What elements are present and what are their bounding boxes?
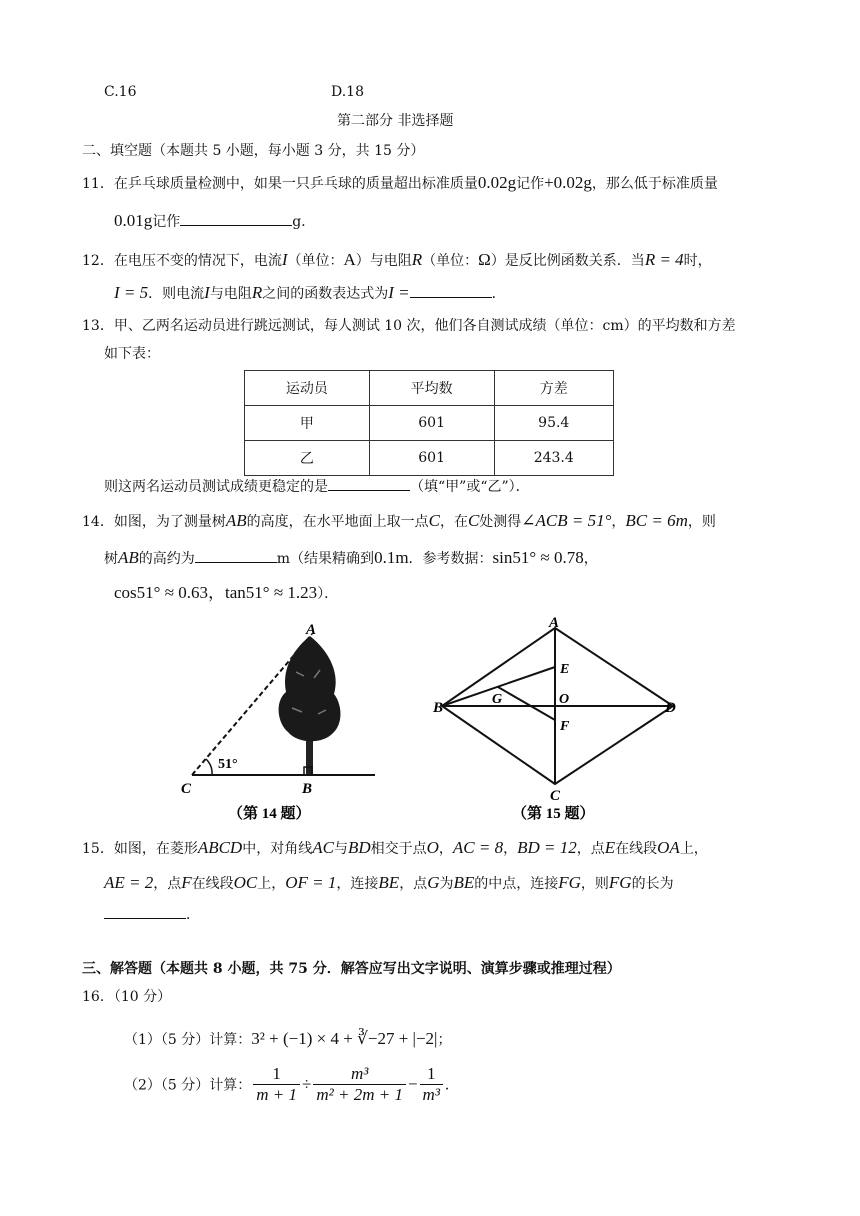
q14-text: 树	[104, 551, 118, 567]
q14-c: C	[428, 511, 440, 530]
q12-text: ．	[491, 286, 506, 302]
question-13-line2: 如下表：	[104, 346, 160, 362]
q15-text: ，点	[399, 876, 428, 892]
q15-text: 如图，在菱形	[113, 841, 198, 857]
section2-heading: 二、填空题（本题共 5 小题，每小题 3 分，共 15 分）	[82, 143, 425, 159]
q15-math: AE = 2	[104, 873, 154, 892]
table-row	[245, 406, 614, 441]
q14-text: m（结果精确到	[276, 551, 375, 567]
question-13-after	[104, 476, 530, 496]
q14-c: C	[467, 511, 480, 530]
q15-text: 的中点，连接	[474, 876, 559, 892]
q15-text: 与	[333, 841, 348, 857]
q12-text: （单位：	[287, 253, 344, 269]
q15-text: 相交于点	[370, 841, 427, 857]
question-16-header	[82, 986, 171, 1006]
q15-text: 在线段	[615, 841, 658, 857]
q14-text: ，	[583, 551, 598, 567]
q16-score: （10 分）	[113, 989, 172, 1005]
q15-text: 为	[439, 876, 454, 892]
q13-text: （填“甲”或“乙”）．	[410, 479, 530, 495]
q11-text: 记作	[516, 176, 545, 192]
q15-text: ．	[186, 907, 200, 923]
q15-math: BD	[347, 838, 371, 857]
q14-text: ，在	[439, 514, 468, 530]
q15-math: E	[604, 838, 616, 857]
q14-text: 的高度，在水平地面上取一点	[246, 514, 429, 530]
fraction-3	[420, 1064, 443, 1105]
q16-text: ．	[444, 1077, 459, 1094]
segment-gf	[498, 687, 555, 720]
question-14-line1	[82, 510, 716, 533]
label-b: B	[302, 781, 313, 797]
label-a: A	[306, 622, 317, 638]
fraction-numerator: 1	[420, 1064, 443, 1085]
question-11-line2	[114, 210, 315, 233]
table-header: 方差	[494, 371, 614, 406]
label-c: C	[181, 781, 192, 797]
q15-text: 上，	[679, 841, 708, 857]
question-11-line1	[82, 172, 718, 195]
fraction-denominator: m + 1	[256, 1085, 298, 1104]
tree-icon	[279, 636, 341, 775]
part2-title: 第二部分 非选择题	[337, 113, 454, 129]
fraction-denominator: m³	[422, 1085, 440, 1104]
q15-math: FG	[558, 873, 581, 892]
label-c: C	[550, 788, 561, 804]
q15-math: O	[426, 838, 439, 857]
table-row	[245, 441, 614, 476]
q11-number: 11．	[82, 176, 114, 192]
q14-accuracy: 0.1m	[374, 548, 409, 567]
q14-text: 的高约为	[138, 551, 195, 567]
table-cell: 601	[369, 406, 494, 441]
q14-ab: AB	[118, 548, 139, 567]
q14-text: ．参考数据：	[408, 551, 493, 567]
q15-text: ，	[438, 841, 453, 857]
q12-text: ．则电流	[148, 286, 205, 302]
table-header: 平均数	[369, 371, 494, 406]
q16-part1-expression: 3² + (−1) × 4 + ∛−27 + |−2|	[251, 1029, 438, 1048]
q16-number: 16．	[82, 989, 114, 1005]
q11-math-standard: 0.02g	[477, 173, 517, 192]
q15-math: BE	[453, 873, 475, 892]
label-o: O	[559, 692, 570, 707]
label-b: B	[433, 700, 444, 716]
question-14-line2	[104, 547, 598, 570]
q14-text: ，则	[687, 514, 716, 530]
q12-equation: I =	[388, 283, 410, 302]
question-12-line2	[114, 282, 506, 305]
section3-heading: 三、解答题（本题共 8 小题，共 75 分．解答应写出文字说明、演算步骤或推理过程）	[82, 961, 621, 977]
question-15-line2	[104, 872, 674, 895]
q16-text: ；	[437, 1032, 452, 1048]
q15-math: OF = 1	[285, 873, 337, 892]
q12-text: 与电阻	[209, 286, 252, 302]
fraction-numerator: m³	[313, 1064, 406, 1085]
q14-bc: BC = 6m	[625, 511, 688, 530]
q14-cos-tan: cos51° ≈ 0.63，tan51° ≈ 1.23	[114, 583, 318, 602]
question-16-part1	[124, 1028, 451, 1051]
q15-math: FG	[608, 873, 632, 892]
question-16-part2	[124, 1064, 459, 1105]
question-13-line1	[82, 315, 736, 335]
q12-unit-omega: Ω	[478, 250, 491, 269]
q15-text: ，点	[153, 876, 182, 892]
q12-var-r: R	[251, 283, 263, 302]
q13-text: 甲、乙两名运动员进行跳远测试，每人测试 10 次，他们各自测试成绩（单位：cm）的平均数和方差	[113, 318, 736, 334]
angle-label: 51°	[218, 757, 238, 772]
q13-table	[244, 370, 614, 476]
q14-text: 如图，为了测量树	[113, 514, 226, 530]
q15-text: 的长为	[631, 876, 674, 892]
q15-math: AC	[312, 838, 334, 857]
figure-15-caption: （第 15 题）	[512, 806, 595, 822]
q12-condition-i: I = 5	[114, 283, 149, 302]
q14-ab: AB	[225, 511, 247, 530]
q12-text: ）是反比例函数关系．当	[490, 253, 645, 269]
q11-text: g．	[292, 214, 316, 230]
q15-text: 上，	[257, 876, 286, 892]
q12-text: ）与电阻	[355, 253, 412, 269]
q15-math: AC = 8	[452, 838, 504, 857]
q12-text: （单位：	[422, 253, 479, 269]
q14-angle: ∠ACB = 51°	[521, 511, 612, 530]
question-12-line1	[82, 249, 712, 272]
q15-math: BE	[378, 873, 400, 892]
q12-var-r: R	[411, 250, 423, 269]
q12-answer-blank[interactable]	[410, 283, 492, 298]
q15-text: 在线段	[191, 876, 234, 892]
q12-var-i: I	[281, 250, 288, 269]
table-header-row	[245, 371, 614, 406]
q14-text: 处测得	[479, 514, 522, 530]
table-cell: 甲	[245, 406, 370, 441]
q11-text: 在乒乓球质量检测中，如果一只乒乓球的质量超出标准质量	[113, 176, 478, 192]
q14-text: ）．	[317, 586, 339, 602]
label-a: A	[549, 615, 560, 631]
label-d: D	[665, 700, 676, 716]
q14-number: 14．	[82, 514, 114, 530]
q15-math: BD = 12	[517, 838, 577, 857]
q11-answer-blank[interactable]	[180, 211, 292, 226]
table-header: 运动员	[245, 371, 370, 406]
q15-answer-blank[interactable]	[104, 904, 186, 919]
q12-text: 之间的函数表达式为	[262, 286, 389, 302]
table-cell: 95.4	[494, 406, 614, 441]
question-14-line3	[114, 582, 338, 605]
table-cell: 乙	[245, 441, 370, 476]
q12-condition-r: R = 4	[644, 250, 684, 269]
q11-math-low: 0.01g	[114, 211, 153, 230]
label-f: F	[560, 719, 570, 734]
q12-text: 时，	[683, 253, 712, 269]
fraction-1	[253, 1064, 300, 1105]
angle-arc	[206, 759, 212, 775]
q16-part1-label: （1）（5 分）计算：	[124, 1032, 252, 1048]
q11-text: ，那么低于标准质量	[591, 176, 718, 192]
q15-text: ，连接	[336, 876, 379, 892]
q14-answer-blank[interactable]	[195, 548, 277, 563]
fraction-denominator: m² + 2m + 1	[316, 1085, 403, 1104]
label-e: E	[560, 662, 570, 677]
division-sign: ÷	[302, 1074, 312, 1094]
table-cell: 243.4	[494, 441, 614, 476]
q12-text: 在电压不变的情况下，电流	[113, 253, 282, 269]
q15-math: ABCD	[197, 838, 243, 857]
q15-text: 中，对角线	[242, 841, 313, 857]
q14-sin: sin51° ≈ 0.78	[492, 548, 584, 567]
question-15-line3	[104, 904, 200, 926]
figure-14	[170, 612, 380, 827]
question-15-line1	[82, 837, 708, 860]
fraction-2	[313, 1064, 406, 1105]
q15-math: OC	[233, 873, 258, 892]
figure-15	[430, 612, 690, 827]
q15-math: F	[181, 873, 192, 892]
q15-math: OA	[657, 838, 680, 857]
q11-text: 记作	[152, 214, 181, 230]
q11-math-positive: +0.02g	[544, 173, 592, 192]
q16-part2-label: （2）（5 分）计算：	[124, 1077, 252, 1094]
q15-number: 15．	[82, 841, 114, 857]
q15-text: ，	[503, 841, 518, 857]
q15-text: ，则	[580, 876, 609, 892]
q13-answer-blank[interactable]	[328, 476, 410, 491]
q12-var-i: I	[204, 283, 210, 302]
label-g: G	[492, 692, 503, 707]
q14-text: ，	[611, 514, 626, 530]
figure-14-caption: （第 14 题）	[228, 806, 311, 822]
fraction-numerator: 1	[253, 1064, 300, 1085]
minus-sign: −	[407, 1074, 418, 1094]
q15-math: G	[427, 873, 440, 892]
option-c: C.16	[104, 84, 137, 100]
q13-text: 则这两名运动员测试成绩更稳定的是	[104, 479, 328, 495]
q12-number: 12．	[82, 253, 114, 269]
q15-text: ，点	[576, 841, 605, 857]
table-cell: 601	[369, 441, 494, 476]
q13-number: 13．	[82, 318, 114, 334]
q12-unit-a: A	[343, 250, 356, 269]
option-d: D.18	[331, 84, 364, 100]
